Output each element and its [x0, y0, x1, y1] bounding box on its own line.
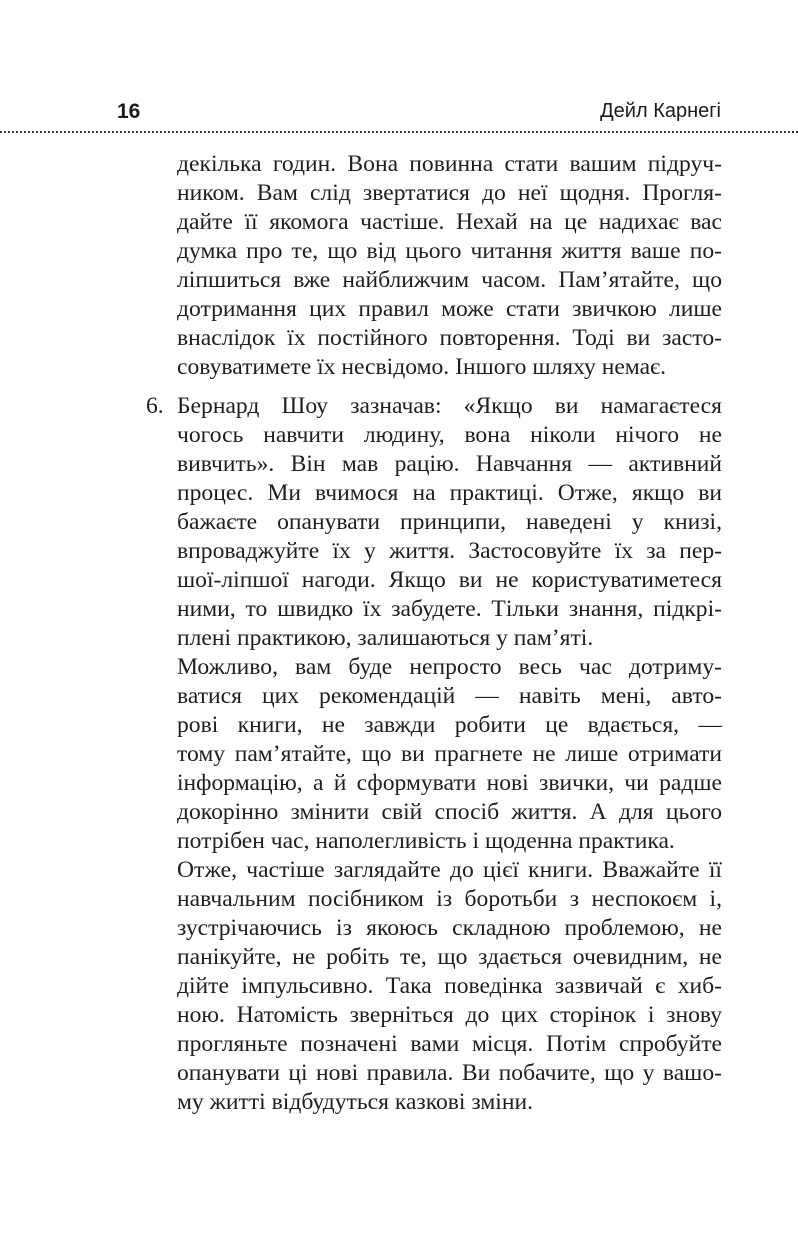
page-header: [0, 96, 798, 136]
text-line: дотримання цих правил може стати звичкою лише: [177, 296, 722, 322]
dotted-header-rule: [0, 131, 798, 133]
text-line: му житті відбудуться казкові зміни.: [177, 1089, 534, 1115]
text-line: декілька годин. Вона повинна стати вашим підруч-: [177, 151, 722, 177]
text-line: Отже, частіше заглядайте до цієї книги. Вважайте її: [177, 857, 722, 883]
text-line: плені практикою, залишаються у пам’яті.: [177, 625, 594, 651]
text-line: навчальним посібником із боротьби з неспокоєм і,: [177, 886, 722, 912]
list-marker: 6.: [146, 393, 164, 419]
text-line: внаслідок їх постійного повторення. Тоді ви засто-: [177, 325, 722, 351]
text-line: ватися цих рекомендацій — навіть мені, авто-: [177, 683, 722, 709]
text-line: дайте її якомога частіше. Нехай на це надихає вас: [177, 209, 722, 235]
text-line: тому пам’ятайте, що ви прагнете не лише отримати: [177, 741, 722, 767]
text-line: зустрічаючись із якоюсь складною проблемою, не: [177, 915, 722, 941]
text-line: рові книги, не завжди робити це вдається, —: [177, 712, 722, 738]
text-line: вивчить». Він мав рацію. Навчання — активний: [177, 451, 722, 477]
text-line: потрібен час, наполегливість і щоденна практика.: [177, 828, 675, 854]
text-line: шої-ліпшої нагоди. Якщо ви не користуватиметеся: [177, 567, 722, 593]
text-line: процес. Ми вчимося на практиці. Отже, якщо ви: [177, 480, 722, 506]
text-line: ними, то швидко їх забудете. Тільки знання, підкрі-: [177, 596, 722, 622]
text-line: ником. Вам слід звертатися до неї щодня. Прогля-: [177, 180, 722, 206]
text-line: думка про те, що від цього читання життя ваше по-: [177, 238, 722, 264]
text-line: дійте імпульсивно. Така поведінка зазвичай є хиб-: [177, 973, 722, 999]
text-line: ною. Натомість зверніться до цих сторінок і знову: [177, 1002, 722, 1028]
running-head-author: Дейл Карнегі: [600, 100, 721, 122]
text-line: докорінно змінити свій спосіб життя. А для цього: [177, 799, 722, 825]
text-line: опанувати ці нові правила. Ви побачите, що у вашо-: [177, 1060, 722, 1086]
page-number: 16: [117, 100, 141, 123]
text-line: Можливо, вам буде непросто весь час дотриму-: [177, 654, 722, 680]
text-line: прогляньте позначені вами місця. Потім спробуйте: [177, 1031, 722, 1057]
text-line: панікуйте, не робіть те, що здається очевидним, не: [177, 944, 722, 970]
text-line: чогось навчити людину, вона ніколи нічого не: [177, 422, 722, 448]
text-line: впроваджуйте їх у життя. Застосовуйте їх за пер-: [177, 538, 722, 564]
text-line: ліпшиться вже найближчим часом. Пам’ятайте, що: [177, 267, 722, 293]
text-line: бажаєте опанувати принципи, наведені у книзі,: [177, 509, 722, 535]
text-line: Бернард Шоу зазначав: «Якщо ви намагаєтеся: [177, 393, 722, 419]
text-line: інформацію, а й сформувати нові звички, чи радше: [177, 770, 722, 796]
text-line: совуватимете їх несвідомо. Іншого шляху немає.: [177, 354, 667, 380]
